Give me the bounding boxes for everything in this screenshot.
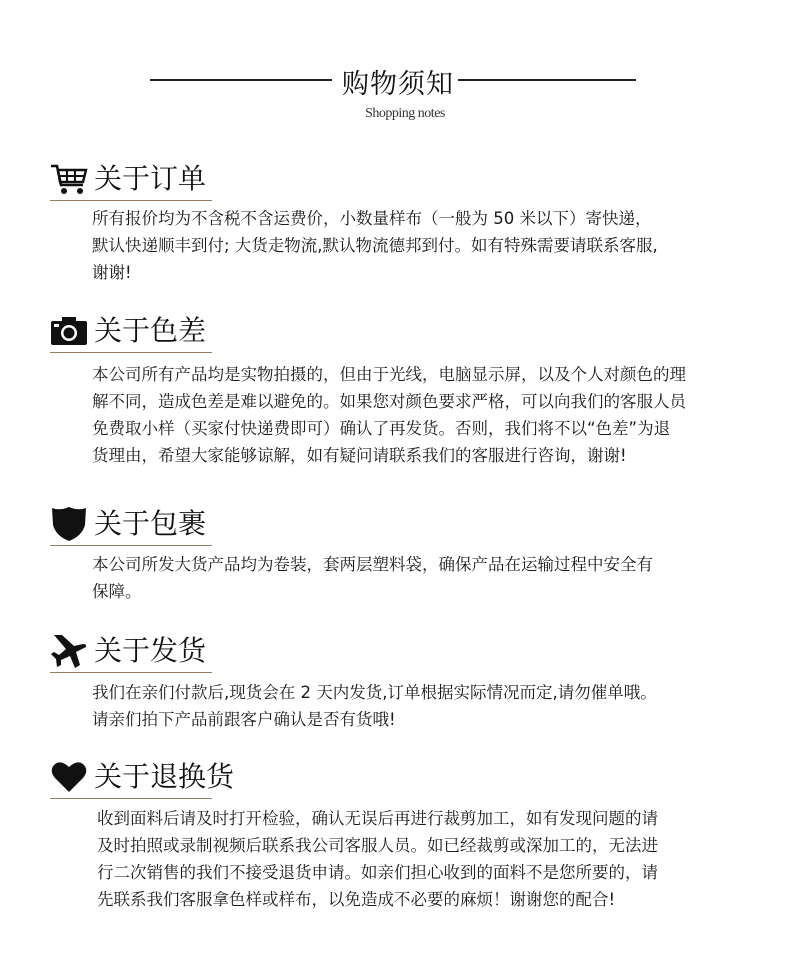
section-shipping [50,632,750,729]
section-title: 关于色差 [94,314,207,347]
body-line: 所有报价均为不含税不含运费价，小数量样布（一般为 50 米以下）寄快递， [92,209,652,228]
section-underline [50,545,212,546]
section-body [92,361,722,469]
body-line: 谢谢! [92,263,132,282]
heart-icon [50,758,88,796]
body-line: 货理由，希望大家能够谅解，如有疑问请联系我们的客服进行咨询，谢谢! [92,446,627,465]
section-title: 关于包裹 [94,507,207,540]
body-line: 本公司所发大货产品均为卷装，套两层塑料袋，确保产品在运输过程中安全有 [92,555,653,574]
body-line: 本公司所有产品均是实物拍摄的，但由于光线，电脑显示屏，以及个人对颜色的理 [92,365,686,384]
section-heading [50,632,750,670]
section-title: 关于退换货 [94,760,235,793]
section-heading [50,160,750,198]
airplane-icon [50,632,88,670]
section-title: 关于订单 [94,162,207,195]
section-body [92,679,722,733]
section-returns [50,758,750,909]
section-underline [50,352,212,353]
body-line: 先联系我们客服拿色样或样布，以免造成不必要的麻烦！谢谢您的配合! [97,890,616,909]
section-underline [50,672,212,673]
body-line: 收到面料后请及时打开检验，确认无误后再进行裁剪加工，如有发现问题的请 [97,809,658,828]
section-body [97,805,727,913]
title-rule-left [150,79,332,81]
page-title: 购物须知 [342,69,454,100]
body-line: 行二次销售的我们不接受退货申请。如亲们担心收到的面料不是您所要的，请 [97,863,658,882]
body-line: 我们在亲们付款后,现货会在 2 天内发货,订单根据实际情况而定,请勿催单哦。 [92,683,657,702]
shopping-cart-icon [50,160,88,198]
body-line: 及时拍照或录制视频后联系我公司客服人员。如已经裁剪或深加工的，无法进 [97,836,658,855]
body-line: 默认快递顺丰到付; 大货走物流,默认物流德邦到付。如有特殊需要请联系客服, [92,236,658,255]
section-underline [50,200,212,201]
section-title: 关于发货 [94,634,207,667]
section-order [50,160,750,282]
page-header [0,0,790,130]
section-color-difference [50,312,750,465]
section-heading [50,758,750,796]
section-body [92,551,722,605]
title-rule-right [458,79,636,81]
section-package [50,505,750,601]
body-line: 请亲们拍下产品前跟客户确认是否有货哦! [92,710,396,729]
body-line: 保障。 [92,582,142,601]
shield-icon [50,505,88,543]
section-body [92,205,722,286]
section-heading [50,312,750,350]
page-subtitle: Shopping notes [365,106,445,121]
section-heading [50,505,750,543]
camera-icon [50,312,88,350]
body-line: 免费取小样（买家付快递费即可）确认了再发货。否则，我们将不以“色差”为退 [92,419,671,438]
body-line: 解不同，造成色差是难以避免的。如果您对颜色要求严格，可以向我们的客服人员 [92,392,686,411]
section-underline [50,798,212,799]
